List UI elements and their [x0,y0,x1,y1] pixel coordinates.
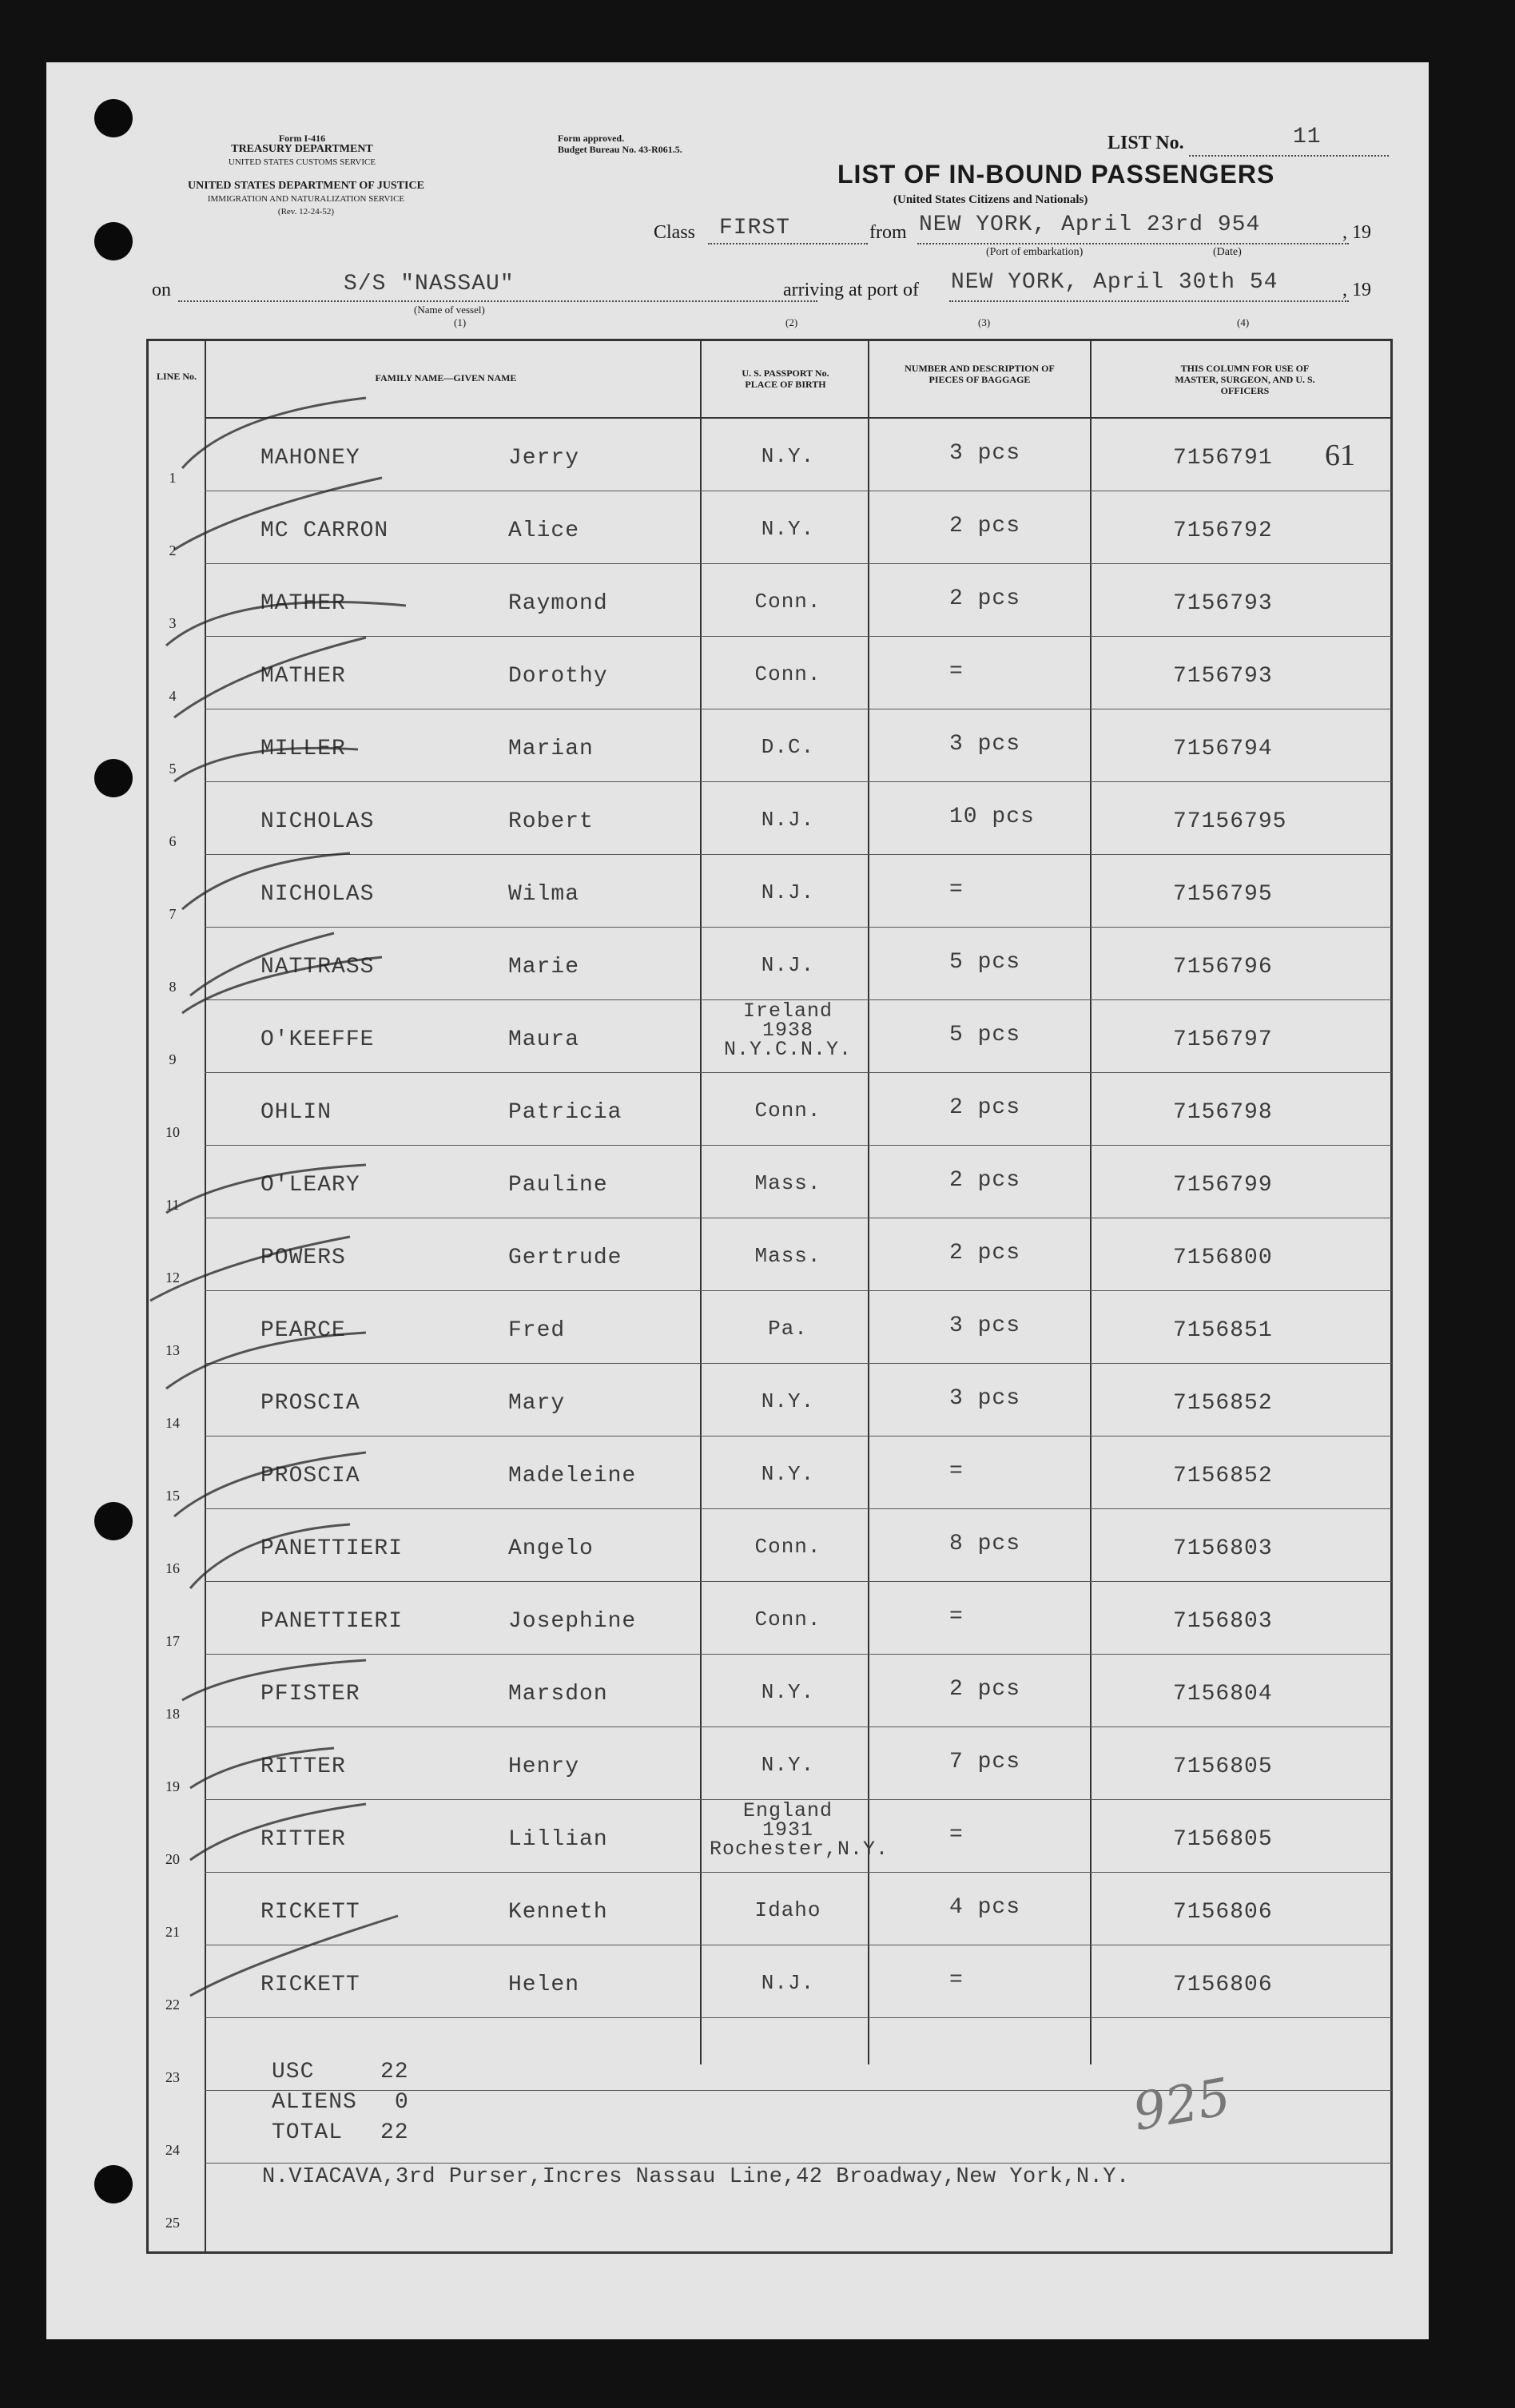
family-name: O'LEARY [260,1173,360,1198]
family-name: MC CARRON [260,519,389,543]
binder-hole [94,2165,133,2203]
binder-hole [94,759,133,797]
family-name: MATHER [260,591,346,616]
baggage-count: 7 pcs [949,1750,1021,1774]
vessel-caption: (Name of vessel) [414,304,485,316]
col-number-4: (4) [1237,316,1250,328]
line-number: 10 [165,1124,180,1140]
place-of-birth: N.J. [761,953,815,977]
given-name: Maura [508,1027,580,1052]
ticket-number: 7156852 [1173,1391,1273,1416]
given-name: Henry [508,1754,580,1779]
place-of-birth: N.Y. [761,444,815,468]
form-title: LIST OF IN-BOUND PASSENGERS [837,160,1275,189]
family-name: PROSCIA [260,1391,360,1416]
list-no-label: LIST No. [1107,133,1184,153]
aliens-label: ALIENS [272,2090,357,2115]
family-name: MILLER [260,737,346,761]
family-name: OHLIN [260,1100,332,1125]
col-header-line: LINE No. [156,371,197,382]
line-number: 15 [165,1488,180,1504]
place-of-birth: N.J. [761,1971,815,1995]
dept-name: TREASURY DEPARTMENT [231,143,373,155]
given-name: Kenneth [508,1900,608,1925]
total-value: 22 [380,2120,409,2145]
form-sheet [46,62,1429,2339]
given-name: Pauline [508,1173,608,1198]
tally-marks [46,62,1429,2339]
family-name: PANETTIERI [260,1609,404,1634]
place-of-birth: Mass. [754,1244,821,1268]
baggage-count: = [949,659,964,684]
ticket-number: 7156806 [1173,1900,1273,1925]
place-of-birth: N.J. [761,880,815,904]
place-of-birth: England 1931 Rochester,N.Y. [710,1799,889,1861]
col-number-2: (2) [785,316,798,328]
family-name: RICKETT [260,1973,360,1997]
baggage-count: = [949,1604,964,1629]
family-name: PEARCE [260,1318,346,1343]
baggage-count: = [949,1968,964,1993]
given-name: Dorothy [508,664,608,689]
place-of-birth: N.Y. [761,1753,815,1777]
baggage-count: = [949,1459,964,1484]
handwritten-note: 925 [1128,2067,1235,2144]
ticket-number: 7156794 [1173,737,1273,761]
usc-label: USC [272,2060,315,2084]
line-number: 25 [165,2215,180,2231]
baggage-count: 10 pcs [949,805,1035,829]
family-name: NICHOLAS [260,809,375,834]
date-caption: (Date) [1213,246,1242,258]
family-name: PANETTIERI [260,1536,404,1561]
place-of-birth: Conn. [754,590,821,614]
ticket-number: 7156791 [1173,446,1273,471]
given-name: Marie [508,955,580,979]
ticket-number: 7156793 [1173,664,1273,689]
place-of-birth: Pa. [768,1317,808,1341]
baggage-count: 3 pcs [949,441,1021,466]
line-number: 9 [169,1051,177,1067]
baggage-count: 3 pcs [949,1313,1021,1338]
line-number: 13 [165,1342,180,1358]
line-number: 5 [169,761,177,777]
line-number: 3 [169,615,177,631]
ticket-number: 7156792 [1173,519,1273,543]
purser-signature-line: N.VIACAVA,3rd Purser,Incres Nassau Line,42 Broadway,New York,N.Y. [262,2165,1130,2189]
given-name: Josephine [508,1609,637,1634]
place-of-birth: Idaho [754,1898,821,1922]
family-name: PFISTER [260,1682,360,1707]
line-number: 23 [165,2069,180,2085]
place-of-birth: N.Y. [761,517,815,541]
place-of-birth: Conn. [754,1535,821,1559]
given-name: Marian [508,737,594,761]
col-header-officers: THIS COLUMN FOR USE OF MASTER, SURGEON, AND U. S. OFFICERS [1175,363,1315,396]
year-suffix-2: , 19 [1342,280,1371,300]
justice-name: UNITED STATES DEPARTMENT OF JUSTICE [188,180,424,192]
service-name: UNITED STATES CUSTOMS SERVICE [228,157,376,167]
on-label: on [152,280,171,300]
ticket-number: 7156797 [1173,1027,1273,1052]
line-number: 18 [165,1706,180,1722]
line-number: 21 [165,1924,180,1940]
given-name: Helen [508,1973,580,1997]
col-header-passport: U. S. PASSPORT No. PLACE OF BIRTH [742,368,829,390]
given-name: Angelo [508,1536,594,1561]
baggage-count: 2 pcs [949,1677,1021,1702]
family-name: RITTER [260,1827,346,1852]
list-no-value: 11 [1293,125,1322,149]
ticket-number: 7156800 [1173,1246,1273,1270]
ticket-number: 7156795 [1173,882,1273,907]
place-of-birth: Mass. [754,1171,821,1195]
line-number: 17 [165,1633,180,1649]
arriving-label: arriving at port of [783,280,919,300]
baggage-count: 3 pcs [949,732,1021,757]
vessel-name: S/S "NASSAU" [344,272,515,296]
given-name: Wilma [508,882,580,907]
rev-date: (Rev. 12-24-52) [277,207,335,217]
place-of-birth: Conn. [754,1099,821,1123]
given-name: Raymond [508,591,608,616]
col-header-baggage: NUMBER AND DESCRIPTION OF PIECES OF BAGGAGE [905,363,1055,385]
baggage-count: 2 pcs [949,1168,1021,1193]
family-name: O'KEEFFE [260,1027,375,1052]
baggage-count: 4 pcs [949,1895,1021,1920]
binder-hole [94,99,133,137]
ticket-number: 7156799 [1173,1173,1273,1198]
ticket-number: 7156803 [1173,1536,1273,1561]
place-of-birth: Ireland 1938 N.Y.C.N.Y. [723,999,853,1061]
ticket-number: 7156805 [1173,1754,1273,1779]
ins-name: IMMIGRATION AND NATURALIZATION SERVICE [207,194,405,204]
place-of-birth: D.C. [761,735,815,759]
col-number-1: (1) [454,316,467,328]
place-of-birth: Conn. [754,1607,821,1631]
family-name: NATTRASS [260,955,375,979]
place-of-birth: N.Y. [761,1680,815,1704]
given-name: Patricia [508,1100,622,1125]
baggage-count: 3 pcs [949,1386,1021,1411]
form-number: Form I-416 [278,133,326,144]
embark-caption: (Port of embarkation) [986,246,1084,258]
baggage-count: 2 pcs [949,1095,1021,1120]
given-name: Marsdon [508,1682,608,1707]
budget-number: Budget Bureau No. 43-R061.5. [558,144,682,155]
ticket-number: 7156796 [1173,955,1273,979]
place-of-birth: N.J. [761,808,815,832]
year-suffix-1: , 19 [1342,222,1371,243]
given-name: Gertrude [508,1246,622,1270]
form-subtitle: (United States Citizens and Nationals) [893,193,1088,206]
given-name: Jerry [508,446,580,471]
line-number: 22 [165,1997,180,2013]
place-of-birth: N.Y. [761,1462,815,1486]
line-number: 12 [165,1270,180,1285]
family-name: RITTER [260,1754,346,1779]
binder-hole [94,222,133,260]
col-number-3: (3) [978,316,991,328]
ticket-number: 7156803 [1173,1609,1273,1634]
family-name: RICKETT [260,1900,360,1925]
line-number: 2 [169,542,177,558]
family-name: PROSCIA [260,1464,360,1488]
line-number: 4 [169,688,177,704]
class-label: Class [654,222,696,243]
line-number: 16 [165,1560,180,1576]
ticket-number: 77156795 [1173,809,1287,834]
ticket-number: 7156793 [1173,591,1273,616]
line-number: 20 [165,1851,180,1867]
given-name: Mary [508,1391,566,1416]
binder-hole [94,1502,133,1540]
line-number: 14 [165,1415,180,1431]
family-name: NICHOLAS [260,882,375,907]
col-header-name: FAMILY NAME—GIVEN NAME [375,372,517,383]
baggage-count: = [949,1822,964,1847]
baggage-count: 5 pcs [949,1023,1021,1047]
usc-value: 22 [380,2060,409,2084]
baggage-count: 5 pcs [949,950,1021,975]
given-name: Madeleine [508,1464,637,1488]
ticket-number: 7156804 [1173,1682,1273,1707]
arriving-value: NEW YORK, April 30th 54 [951,270,1278,295]
family-name: POWERS [260,1246,346,1270]
page-mark: 61 [1325,439,1355,472]
given-name: Lillian [508,1827,608,1852]
line-number: 6 [169,833,177,849]
family-name: MATHER [260,664,346,689]
from-label: from [869,222,907,243]
line-number: 11 [165,1197,180,1213]
total-label: TOTAL [272,2120,344,2145]
ticket-number: 7156805 [1173,1827,1273,1852]
line-number: 19 [165,1778,180,1794]
form-approved: Form approved. [558,133,625,144]
baggage-count: = [949,877,964,902]
line-number: 8 [169,979,177,995]
ticket-number: 7156852 [1173,1464,1273,1488]
ticket-number: 7156798 [1173,1100,1273,1125]
line-number: 1 [169,470,177,486]
line-number: 24 [165,2142,180,2158]
from-value: NEW YORK, April 23rd 954 [919,213,1261,237]
given-name: Robert [508,809,594,834]
given-name: Fred [508,1318,566,1343]
line-number: 7 [169,906,177,922]
ticket-number: 7156806 [1173,1973,1273,1997]
baggage-count: 2 pcs [949,586,1021,611]
aliens-value: 0 [395,2090,409,2115]
baggage-count: 2 pcs [949,514,1021,538]
class-value: FIRST [719,216,791,240]
baggage-count: 8 pcs [949,1532,1021,1556]
place-of-birth: Conn. [754,662,821,686]
given-name: Alice [508,519,580,543]
ticket-number: 7156851 [1173,1318,1273,1343]
place-of-birth: N.Y. [761,1389,815,1413]
family-name: MAHONEY [260,446,360,471]
baggage-count: 2 pcs [949,1241,1021,1266]
